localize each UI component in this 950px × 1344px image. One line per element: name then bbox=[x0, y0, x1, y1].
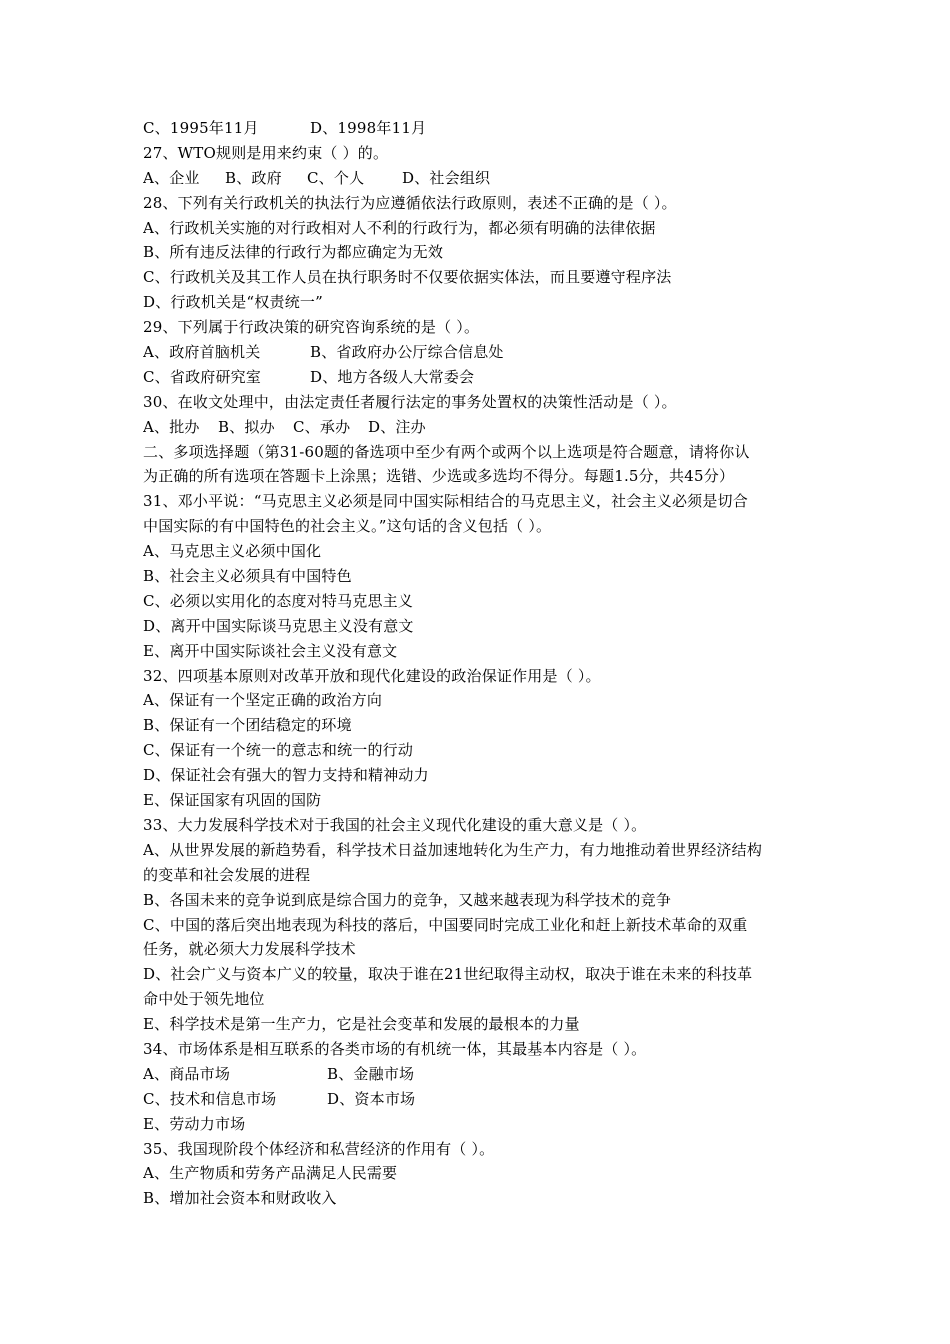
q32-option-a: A、保证有一个坚定正确的政治方向 bbox=[143, 691, 383, 710]
exam-text-body bbox=[143, 116, 813, 1211]
q31-option-b: B、社会主义必须具有中国特色 bbox=[143, 567, 352, 586]
question-31-line-1: 31、邓小平说：“马克思主义必须是同中国实际相结合的马克思主义，社会主义必须是切合 bbox=[143, 492, 748, 511]
question-34: 34、市场体系是相互联系的各类市场的有机统一体，其最基本内容是（ ）。 bbox=[143, 1039, 647, 1058]
q31-option-a: A、马克思主义必须中国化 bbox=[143, 542, 322, 561]
q28-option-b: B、所有违反法律的行政行为都应确定为无效 bbox=[143, 243, 444, 262]
option-a: A、企业 bbox=[143, 168, 200, 187]
q26-options-line bbox=[143, 116, 813, 141]
question-30: 30、在收文处理中，由法定责任者履行法定的事务处置权的决策性活动是（ ）。 bbox=[143, 392, 677, 411]
option-d: D、社会组织 bbox=[402, 168, 491, 187]
question-28: 28、下列有关行政机关的执法行为应遵循依法行政原则，表述不正确的是（ ）。 bbox=[143, 193, 677, 212]
q33-option-d-line-1: D、社会广义与资本广义的较量，取决于谁在21世纪取得主动权，取决于谁在未来的科技革 bbox=[143, 965, 753, 984]
option-a: A、批办 bbox=[143, 417, 200, 436]
option-d: D、注办 bbox=[368, 417, 426, 436]
q32-option-e: E、保证国家有巩固的国防 bbox=[143, 791, 322, 810]
option-c: C、省政府研究室 bbox=[143, 367, 262, 386]
option-b: B、拟办 bbox=[218, 417, 275, 436]
question-27: 27、WTO规则是用来约束（ ）的。 bbox=[143, 143, 389, 162]
q33-option-d-line-2: 命中处于领先地位 bbox=[143, 990, 265, 1009]
q33-option-b: B、各国未来的竞争说到底是综合国力的竞争，又越来越表现为科学技术的竞争 bbox=[143, 890, 672, 909]
option-c: C、技术和信息市场 bbox=[143, 1089, 277, 1108]
option-b: B、政府 bbox=[225, 168, 282, 187]
option-a: A、商品市场 bbox=[143, 1064, 231, 1083]
q29-options-cd bbox=[143, 365, 813, 390]
question-35: 35、我国现阶段个体经济和私营经济的作用有（ ）。 bbox=[143, 1139, 495, 1158]
option-c: C、个人 bbox=[307, 168, 365, 187]
option-c: C、承办 bbox=[293, 417, 351, 436]
option-a: A、政府首脑机关 bbox=[143, 343, 261, 362]
question-29: 29、下列属于行政决策的研究咨询系统的是（ ）。 bbox=[143, 318, 480, 337]
section-2-heading-line-1: 二、多项选择题（第31-60题的备选项中至少有两个或两个以上选项是符合题意，请将你认 bbox=[143, 442, 750, 461]
question-31-line-2: 中国实际的有中国特色的社会主义。”这句话的含义包括（ ）。 bbox=[143, 517, 552, 536]
q28-option-a: A、行政机关实施的对行政相对人不利的行政行为，都必须有明确的法律依据 bbox=[143, 218, 656, 237]
q34-option-e: E、劳动力市场 bbox=[143, 1114, 246, 1133]
q33-option-e: E、科学技术是第一生产力，它是社会变革和发展的最根本的力量 bbox=[143, 1015, 580, 1034]
q32-option-b: B、保证有一个团结稳定的环境 bbox=[143, 716, 352, 735]
option-d: D、资本市场 bbox=[327, 1089, 416, 1108]
q33-option-c-line-2: 任务，就必须大力发展科学技术 bbox=[143, 940, 356, 959]
q35-option-a: A、生产物质和劳务产品满足人民需要 bbox=[143, 1164, 398, 1183]
option-c: C、1995年11月 bbox=[143, 119, 259, 137]
q27-options-line bbox=[143, 166, 813, 191]
q31-option-c: C、必须以实用化的态度对特马克思主义 bbox=[143, 591, 414, 610]
q31-option-d: D、离开中国实际谈马克思主义没有意文 bbox=[143, 616, 414, 635]
q29-options-ab bbox=[143, 340, 813, 365]
q28-option-c: C、行政机关及其工作人员在执行职务时不仅要依据实体法，而且要遵守程序法 bbox=[143, 268, 672, 287]
option-b: B、金融市场 bbox=[327, 1064, 415, 1083]
q32-option-d: D、保证社会有强大的智力支持和精神动力 bbox=[143, 766, 429, 785]
q32-option-c: C、保证有一个统一的意志和统一的行动 bbox=[143, 741, 414, 760]
section-2-heading-line-2: 为正确的所有选项在答题卡上涂黑；选错、少选或多选均不得分。每题1.5分，共45分） bbox=[143, 467, 735, 486]
q28-option-d: D、行政机关是“权责统一” bbox=[143, 293, 323, 312]
q35-option-b: B、增加社会资本和财政收入 bbox=[143, 1189, 337, 1208]
q33-option-c-line-1: C、中国的落后突出地表现为科技的落后，中国要同时完成工业化和赶上新技术革命的双重 bbox=[143, 915, 748, 934]
question-33: 33、大力发展科学技术对于我国的社会主义现代化建设的重大意义是（ ）。 bbox=[143, 815, 647, 834]
q33-option-a-line-2: 的变革和社会发展的进程 bbox=[143, 865, 311, 884]
q30-options-line bbox=[143, 415, 813, 440]
q31-option-e: E、离开中国实际谈社会主义没有意文 bbox=[143, 641, 398, 660]
q34-options-cd bbox=[143, 1087, 813, 1112]
option-d: D、地方各级人大常委会 bbox=[310, 367, 475, 386]
option-d: D、1998年11月 bbox=[310, 119, 427, 137]
question-32: 32、四项基本原则对改革开放和现代化建设的政治保证作用是（ ）。 bbox=[143, 666, 601, 685]
option-b: B、省政府办公厅综合信息处 bbox=[310, 343, 504, 362]
q34-options-ab bbox=[143, 1062, 813, 1087]
q33-option-a-line-1: A、从世界发展的新趋势看，科学技术日益加速地转化为生产力，有力地推动着世界经济结构 bbox=[143, 840, 763, 859]
